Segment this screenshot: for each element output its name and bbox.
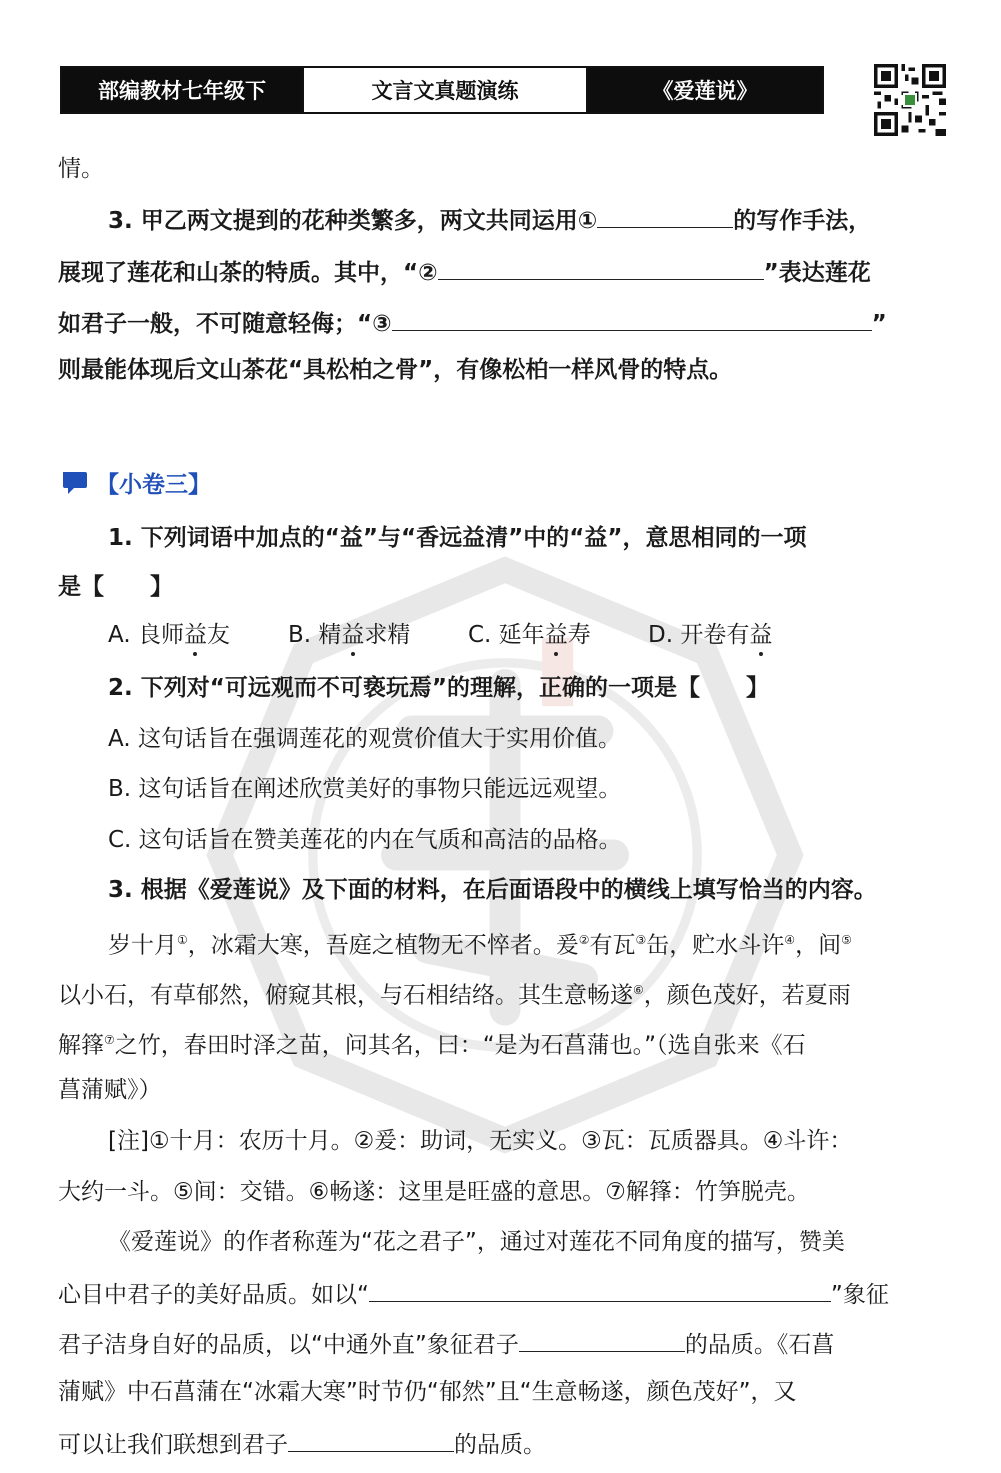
header-lesson: 《爱莲说》 (588, 68, 822, 112)
answer-blank-3[interactable] (392, 306, 872, 331)
material-line2: 以小石，有草郁然，俯窥其根，与石相结络。其生意畅遂⑥，颜色茂好，若夏雨 (58, 982, 851, 1009)
section-title: 【小卷三】 (96, 472, 211, 498)
material-line4: 菖蒲赋》） (58, 1077, 162, 1103)
material-line3: 解箨⑦之竹，春田时泽之苗，问其名，曰：“是为石菖蒲也。”（选自张来《石 (58, 1032, 806, 1059)
section-header (60, 466, 211, 499)
speech-bubble-icon (60, 468, 90, 498)
header-bar (60, 66, 824, 114)
prev-q3-line3: 如君子一般，不可随意轻侮；“③ ” (58, 306, 887, 339)
para-line3: 君子洁身自好的品质，以“中通外直”象征君子 的品质。《石菖 (58, 1327, 834, 1360)
q2-option-c[interactable]: C. 这句话旨在赞美莲花的内在气质和高洁的品格。 (108, 827, 622, 853)
answer-blank-6[interactable] (288, 1427, 454, 1452)
answer-blank-2[interactable] (438, 255, 764, 280)
prev-q3-line4: 则最能体现后文山茶花“具松柏之骨”，有像松柏一样风骨的特点。 (58, 357, 733, 383)
q2-option-b[interactable]: B. 这句话旨在阐述欣赏美好的事物只能远远观望。 (108, 776, 622, 802)
header-grade: 部编教材七年级下 (62, 68, 302, 112)
answer-blank-1[interactable] (597, 203, 733, 228)
q1-option-a[interactable]: A. 良师益友 (108, 622, 230, 648)
q1-option-d[interactable]: D. 开卷有益 (648, 622, 773, 648)
para-line1: 《爱莲说》的作者称莲为“花之君子”，通过对莲花不同角度的描写，赞美 (108, 1229, 845, 1255)
q1-options (108, 620, 772, 650)
material-line1: 岁十月①，冰霜大寒，吾庭之植物无不悴者。爰②有瓦③缶，贮水斗许④，间⑤ (108, 932, 852, 959)
q1-option-b[interactable]: B. 精益求精 (288, 622, 411, 648)
prev-q3-line1: 3. 甲乙两文提到的花种类繁多，两文共同运用① 的写作手法， (108, 203, 871, 236)
answer-blank-4[interactable] (369, 1277, 831, 1302)
qr-code-icon (874, 64, 946, 136)
q2-stem: 2. 下列对“可远观而不可亵玩焉”的理解，正确的一项是【 】 (108, 675, 769, 701)
q1-stem-line1: 1. 下列词语中加点的“益”与“香远益清”中的“益”，意思相同的一项 (108, 525, 807, 551)
q1-option-c[interactable]: C. 延年益寿 (468, 622, 591, 648)
notes-line1: [注]①十月：农历十月。②爰：助词，无实义。③瓦：瓦质器具。④斗许： (108, 1128, 853, 1154)
notes-line2: 大约一斗。⑤间：交错。⑥畅遂：这里是旺盛的意思。⑦解箨：竹笋脱壳。 (58, 1179, 810, 1205)
prev-q3-line2: 展现了莲花和山茶的特质。其中，“② ”表达莲花 (58, 255, 871, 288)
q3-stem: 3. 根据《爱莲说》及下面的材料，在后面语段中的横线上填写恰当的内容。 (108, 877, 877, 903)
q1-stem-line2: 是【 】 (58, 574, 173, 600)
prev-tail: 情。 (58, 156, 104, 182)
para-line5: 可以让我们联想到君子 的品质。 (58, 1427, 546, 1460)
answer-blank-5[interactable] (519, 1327, 685, 1352)
para-line2: 心目中君子的美好品质。如以“ ”象征 (58, 1277, 889, 1310)
q2-option-a[interactable]: A. 这句话旨在强调莲花的观赏价值大于实用价值。 (108, 726, 621, 752)
para-line4: 蒲赋》中石菖蒲在“冰霜大寒”时节仍“郁然”且“生意畅遂，颜色茂好”，又 (58, 1379, 797, 1405)
header-subject: 文言文真题演练 (302, 68, 588, 112)
